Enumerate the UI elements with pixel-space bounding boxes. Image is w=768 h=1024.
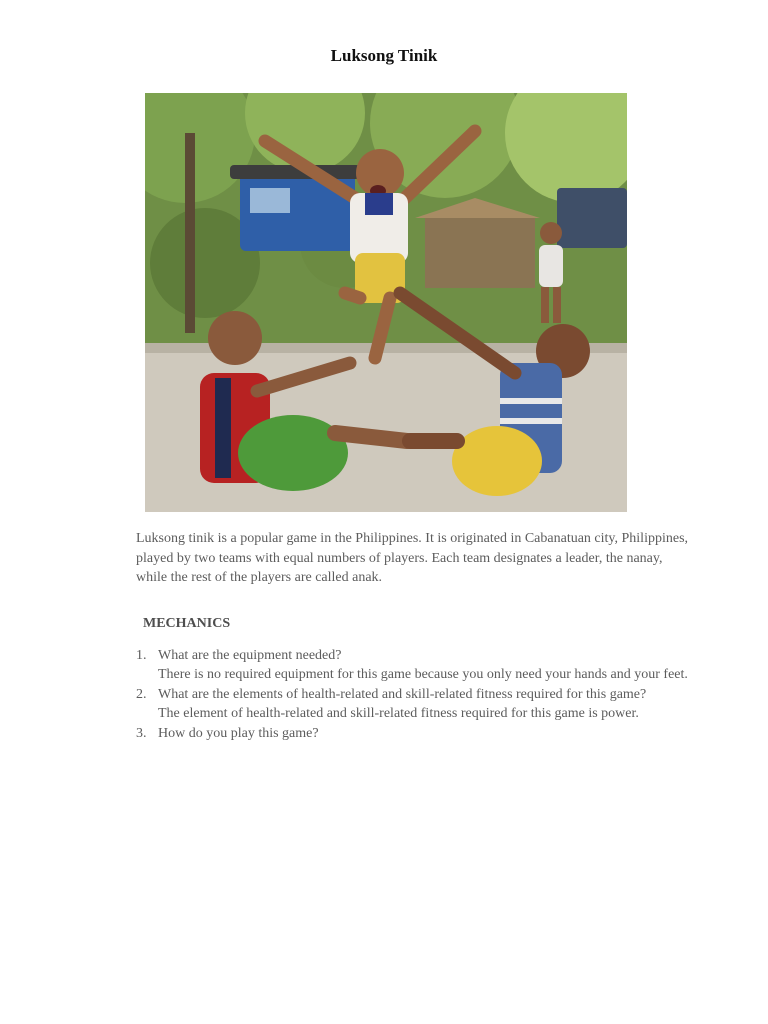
- intro-paragraph: Luksong tinik is a popular game in the Philippines. It is originated in Cabanatuan city, Philippines, played by two teams with equal numbers of players. Each team designates a leader, the nanay, while the rest of the players are called anak.: [136, 531, 689, 585]
- list-item-question: What are the equipment needed?: [158, 648, 342, 663]
- list-item-question: How do you play this game?: [158, 725, 319, 741]
- list-item-answer: There is no required equipment for this game because you only need your hands and your feet.: [158, 667, 688, 683]
- list-item: [136, 685, 696, 724]
- list-item-number: 1.: [136, 648, 147, 663]
- list-item-answer: The element of health-related and skill-related fitness required for this game is power.: [158, 706, 639, 722]
- list-item-number: 2.: [136, 686, 147, 702]
- list-item-question: What are the elements of health-related and skill-related fitness required for this game?: [158, 686, 647, 702]
- game-photo: [145, 93, 627, 512]
- list-item-number: 3.: [136, 725, 147, 741]
- mechanics-list: [136, 646, 696, 743]
- list-item: [136, 646, 696, 685]
- document-title: Luksong Tinik: [330, 46, 438, 65]
- mechanics-heading: MECHANICS: [143, 616, 231, 631]
- list-item: [136, 724, 696, 743]
